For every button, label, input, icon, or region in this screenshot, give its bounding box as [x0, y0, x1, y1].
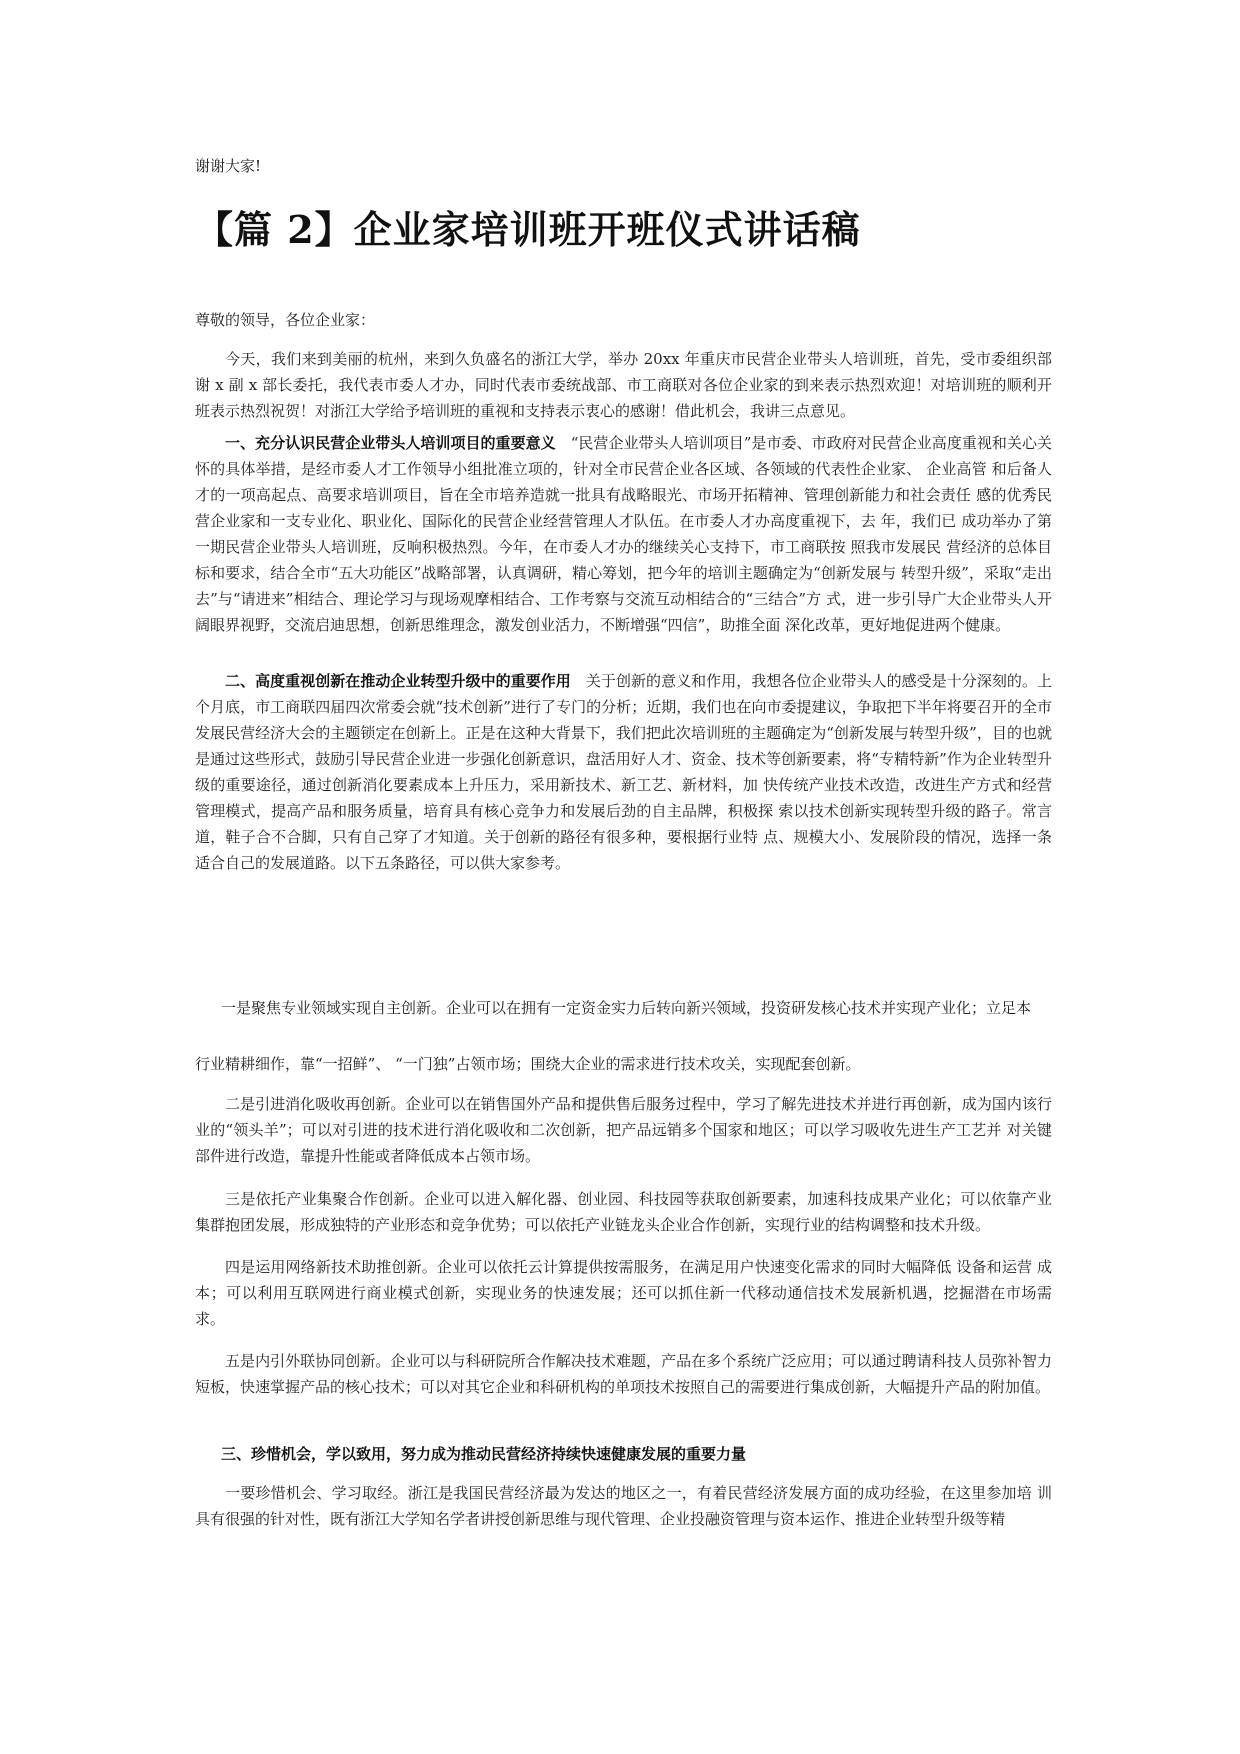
section2-paragraph [195, 668, 1052, 876]
section1-paragraph [195, 430, 1052, 638]
path4-paragraph: 四是运用网络新技术助推创新。企业可以依托云计算提供按需服务，在满足用户快速变化需求的同时大幅降低 设备和运营 成本；可以利用互联网进行商业模式创新，实现业务的快速发展；还可以抓住新一代移动通信技术发展新机遇，挖掘潜在市场需 求。 [195, 1258, 1052, 1328]
intro-paragraph: 今天，我们来到美丽的杭州，来到久负盛名的浙江大学，举办 20xx 年重庆市民营企业带头人培训班，首先，受市委组织部 谢 x 副 x 部长委托，我代表市委人才办，同时代表市委统战部、市工商联对各位企业家的到来表示热烈欢迎！对培训班的顺利开 班表示热烈祝贺！对浙江大学给予培训班的重视和支持表示衷心的感谢！借此机会，我讲三点意见。 [195, 350, 1052, 420]
section1-heading: 一、充分认识民营企业带头人培训项目的重要意义 [225, 434, 556, 452]
greeting: 尊敬的领导，各位企业家： [195, 311, 376, 329]
path1-line1: 一是聚焦专业领域实现自主创新。企业可以在拥有一定资金实力后转向新兴领域，投资研发核心技术并实现产业化；立足本 [221, 999, 1032, 1017]
path2-paragraph: 二是引进消化吸收再创新。企业可以在销售国外产品和提供售后服务过程中，学习了解先进技术并进行再创新，成为国内该行业的“领头羊”；可以对引进的技术进行消化吸收和二次创新，把产品远销多个国家和地区；可以学习吸收先进生产工艺并 对关键部件进行改造，靠提升性能或者降低成本占领市场。 [195, 1095, 1052, 1165]
section3-heading: 三、珍惜机会，学以致用，努力成为推动民营经济持续快速健康发展的重要力量 [221, 1445, 747, 1463]
closing-paragraph: 一要珍惜机会、学习取经。浙江是我国民营经济最为发达的地区之一，有着民营经济发展方面的成功经验，在这里参加培 训具有很强的针对性，既有浙江大学知名学者讲授创新思维与现代管理、企业投融资管理与资本运作、推进企业转型升级等精 [195, 1484, 1052, 1528]
section2-body: 关于创新的意义和作用，我想各位企业带头人的感受是十分深刻的。上个月底，市工商联四届四次常委会就“技术创新”进行了专门的分析；近期，我们也在向市委提建议，争取把下半年将要召开的全市发展民营经济大会的主题锁定在创新上。正是在这种大背景下，我们把此次培训班的主题确定为“创新发展与转型升级”，目的也就是通过这些形式，鼓励引导民营企业进一步强化创新意识，盘活用好人才、资金、技术等创新要素，将“专精特新”作为企业转型升级的重要途径，通过创新消化要素成本上升压力，采用新技术、新工艺、新材料，加 快传统产业技术改造，改进生产方式和经营管理模式，提高产品和服务质量，培育具有核心竞争力和发展后劲的自主品牌，积极探 索以技术创新实现转型升级的路子。常言道，鞋子合不合脚，只有自己穿了才知道。关于创新的路径有很多种，要根据行业特 点、规模大小、发展阶段的情况，选择一条适合自己的发展道路。以下五条路径，可以供大家参考。 [195, 672, 1052, 872]
page-title: 【篇 2】企业家培训班开班仪式讲话稿 [195, 207, 861, 252]
thanks-line: 谢谢大家! [195, 157, 262, 175]
path5-paragraph: 五是内引外联协同创新。企业可以与科研院所合作解决技术难题，产品在多个系统广泛应用；可以通过聘请科技人员弥补智力短板，快速掌握产品的核心技术；可以对其它企业和科研机构的单项技术按照自己的需要进行集成创新，大幅提升产品的附加值。 [195, 1352, 1052, 1396]
path1-line2: 行业精耕细作，靠“一招鲜”、 “一门独”占领市场；围绕大企业的需求进行技术攻关，实现配套创新。 [195, 1055, 861, 1073]
section2-heading: 二、高度重视创新在推动企业转型升级中的重要作用 [225, 672, 571, 690]
path3-paragraph: 三是依托产业集聚合作创新。企业可以进入解化器、创业园、科技园等获取创新要素，加速科技成果产业化；可以依靠产业 集群抱团发展，形成独特的产业形态和竞争优势；可以依托产业链龙头企业合作创新，实现行业的结构调整和技术升级。 [195, 1190, 1052, 1234]
section1-body: “民营企业带头人培训项目”是市委、市政府对民营企业高度重视和关心关怀的具体举措，是经市委人才工作领导小组批准立项的，针对全市民营企业各区域、各领域的代表性企业家、 企业高管 和后备人才的一项高起点、高要求培训项目，旨在全市培养造就一批具有战略眼光、市场开拓精神、管理创新能力和社会责任 感的优秀民营企业家和一支专业化、职业化、国际化的民营企业经营管理人才队伍。在市委人才办高度重视下，去 年，我们已 成功举办了第一期民营企业带头人培训班，反响积极热烈。今年，在市委人才办的继续关心支持下，市工商联按 照我市发展民 营经济的总体目标和要求，结合全市“五大功能区”战略部署，认真调研，精心筹划，把今年的培训主题确定为“创新发展与 转型升级”，采取“走出去”与“请进来”相结合、理论学习与现场观摩相结合、工作考察与交流互动相结合的“三结合”方 式，进一步引导广大企业带头人开阔眼界视野，交流启迪思想，创新思维理念，激发创业活力，不断增强“四信”，助推全面 深化改革，更好地促进两个健康。 [195, 434, 1052, 634]
